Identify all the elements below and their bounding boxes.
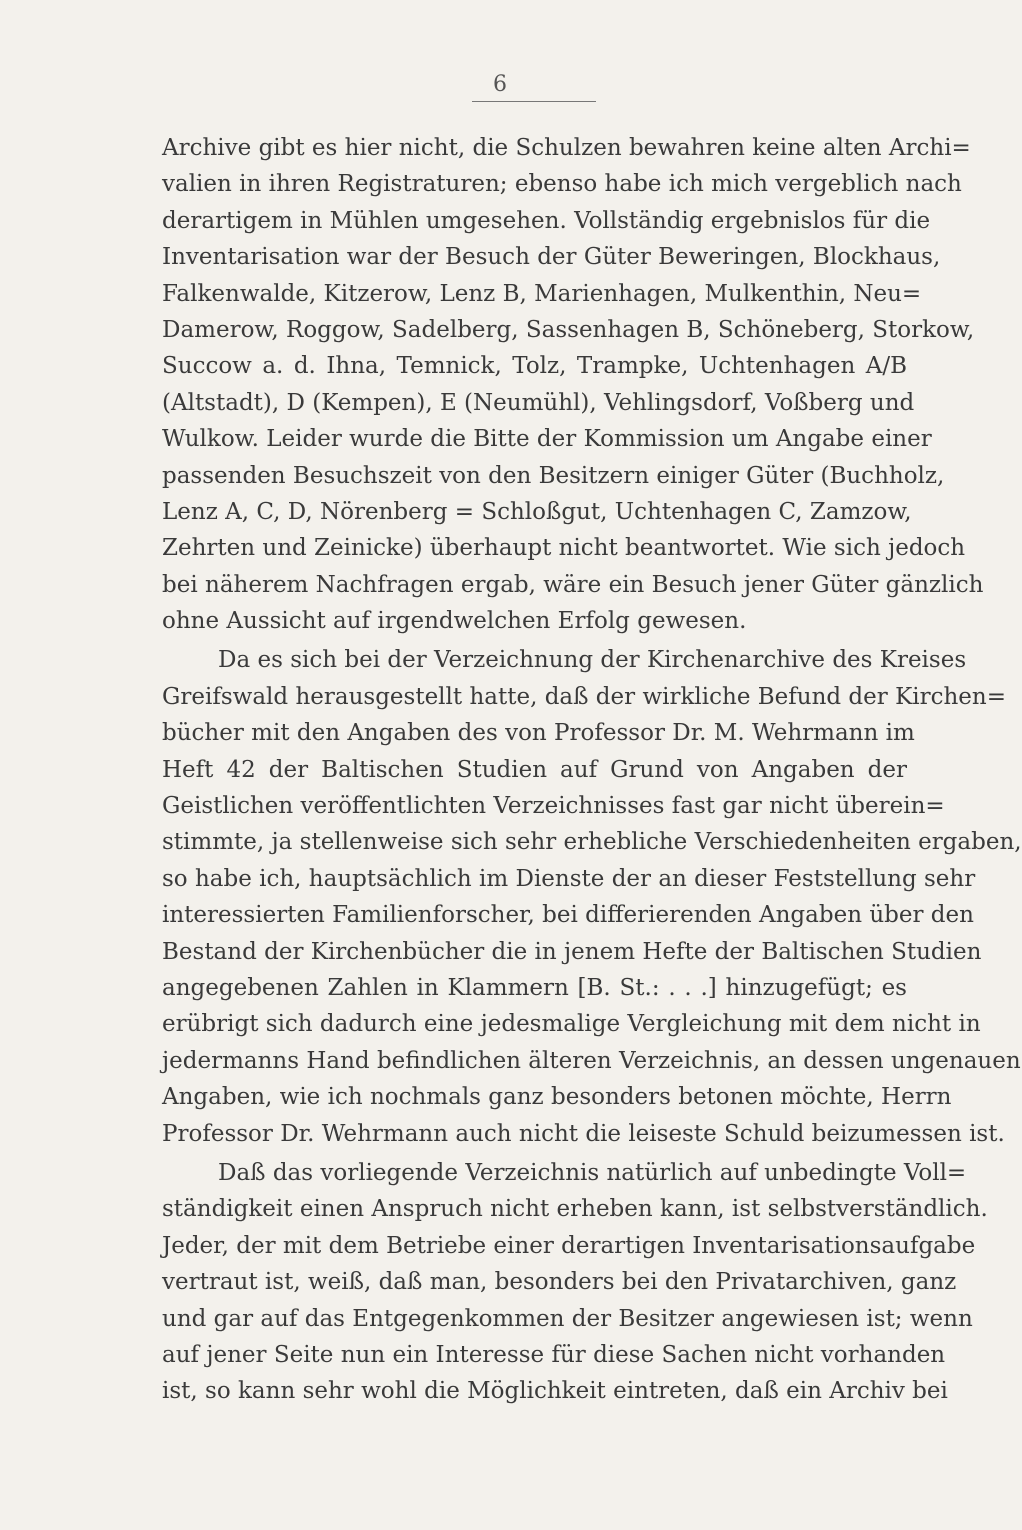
text-line: ständigkeit einen Anspruch nicht erheben kann, ist selbstverständlich. [162, 1196, 988, 1223]
text-line: ohne Aussicht auf irgendwelchen Erfolg gewesen. [162, 608, 747, 635]
text-line: stimmte, ja stellenweise sich sehr erhebliche Verschiedenheiten ergaben, [162, 829, 1022, 856]
text-line: Falkenwalde, Kitzerow, Lenz B, Marienhagen, Mulkenthin, Neu= [162, 280, 922, 307]
text-line: Succow a. d. Ihna, Temnick, Tolz, Trampke, Uchtenhagen A/B [162, 353, 907, 380]
text-line: Heft 42 der Baltischen Studien auf Grund von Angaben der [162, 756, 907, 783]
text-line: Wulkow. Leider wurde die Bitte der Kommission um Angabe einer [162, 426, 932, 453]
text-line: jedermanns Hand befindlichen älteren Verzeichnis, an dessen ungenauen [162, 1047, 1021, 1074]
text-line: passenden Besuchszeit von den Besitzern einiger Güter (Buchholz, [162, 462, 945, 489]
text-line: auf jener Seite nun ein Interesse für diese Sachen nicht vorhanden [162, 1341, 946, 1368]
text-line: Bestand der Kirchenbücher die in jenem Hefte der Baltischen Studien [162, 938, 982, 965]
header-rule [472, 101, 596, 102]
text-line: Geistlichen veröffentlichten Verzeichnisses fast gar nicht überein= [162, 793, 945, 820]
text-line: bei näherem Nachfragen ergab, wäre ein Besuch jener Güter gänzlich [162, 571, 984, 598]
text-line: (Altstadt), D (Kempen), E (Neumühl), Vehlingsdorf, Voßberg und [162, 389, 915, 416]
text-line: Damerow, Roggow, Sadelberg, Sassenhagen B, Schöneberg, Storkow, [162, 316, 975, 343]
body-text [162, 130, 1022, 1410]
text-line: Professor Dr. Wehrmann auch nicht die leiseste Schuld beizumessen ist. [162, 1120, 1005, 1147]
text-line: angegebenen Zahlen in Klammern [B. St.: . . .] hinzugefügt; es [162, 974, 907, 1001]
text-line: erübrigt sich dadurch eine jedesmalige Vergleichung mit dem nicht in [162, 1011, 981, 1038]
text-line: derartigem in Mühlen umgesehen. Vollständig ergebnislos für die [162, 207, 931, 234]
text-line: vertraut ist, weiß, daß man, besonders bei den Privatarchiven, ganz [162, 1269, 957, 1296]
paragraph [162, 642, 1022, 1151]
text-line: Inventarisation war der Besuch der Güter Beweringen, Blockhaus, [162, 244, 941, 271]
text-line: und gar auf das Entgegenkommen der Besitzer angewiesen ist; wenn [162, 1305, 973, 1332]
text-line: ist, so kann sehr wohl die Möglichkeit eintreten, daß ein Archiv bei [162, 1378, 948, 1405]
text-line: Jeder, der mit dem Betriebe einer derartigen Inventarisationsaufgabe [162, 1232, 976, 1259]
text-line: interessierten Familienforscher, bei differierenden Angaben über den [162, 902, 974, 929]
text-line: Greifswald herausgestellt hatte, daß der wirkliche Befund der Kirchen= [162, 683, 1006, 710]
text-line: valien in ihren Registraturen; ebenso habe ich mich vergeblich nach [162, 171, 962, 198]
paragraph [162, 130, 984, 639]
text-line: Archive gibt es hier nicht, die Schulzen bewahren keine alten Archi= [162, 135, 971, 161]
paragraph [162, 1155, 988, 1410]
page-number: 6 [493, 72, 507, 97]
text-line: Lenz A, C, D, Nörenberg = Schloßgut, Uchtenhagen C, Zamzow, [162, 498, 912, 525]
text-line: Zehrten und Zeinicke) überhaupt nicht beantwortet. Wie sich jedoch [162, 535, 966, 562]
text-line: Da es sich bei der Verzeichnung der Kirchenarchive des Kreises [218, 647, 967, 674]
text-line: Angaben, wie ich nochmals ganz besonders betonen möchte, Herrn [162, 1084, 952, 1111]
text-line: Daß das vorliegende Verzeichnis natürlich auf unbedingte Voll= [218, 1159, 967, 1186]
text-line: bücher mit den Angaben des von Professor Dr. M. Wehrmann im [162, 720, 915, 747]
text-line: so habe ich, hauptsächlich im Dienste der an dieser Feststellung sehr [162, 865, 976, 892]
